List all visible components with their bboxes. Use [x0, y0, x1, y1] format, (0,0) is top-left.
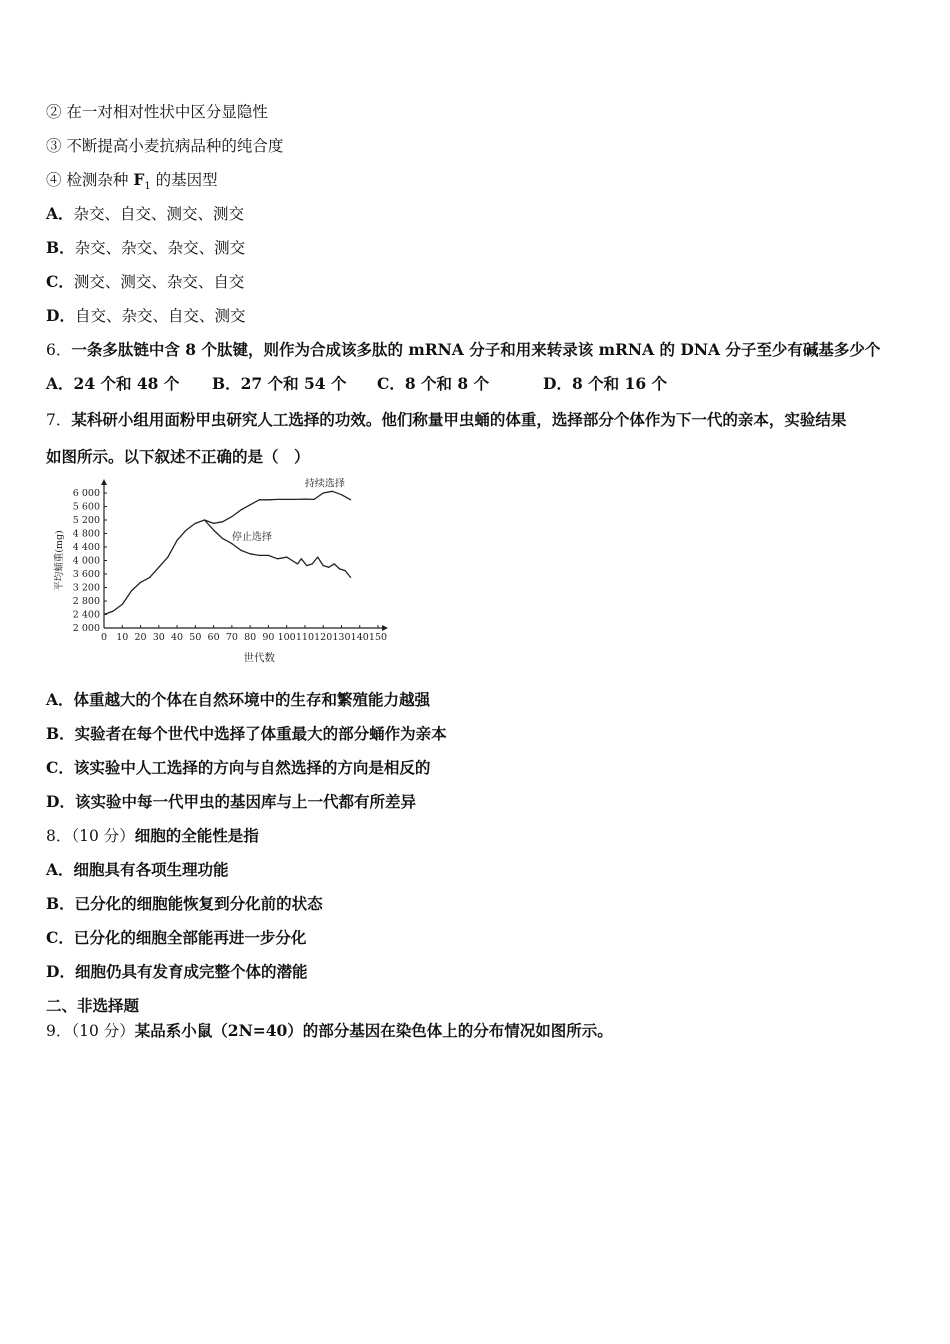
series-point-0: [268, 499, 269, 500]
series-point-0: [149, 577, 150, 578]
x-tick-label: 20: [134, 632, 147, 643]
y-tick-label: 5 600: [72, 501, 100, 513]
x-tick-label: 40: [171, 632, 184, 643]
x-axis-arrow: [382, 625, 388, 631]
x-axis-label: 世代数: [243, 652, 276, 664]
x-tick-label: 110: [295, 632, 315, 643]
series-line-0: [104, 491, 351, 614]
item-4-f: F: [133, 170, 145, 189]
q5-option-b[interactable]: [46, 238, 245, 258]
series-point-1: [312, 563, 313, 564]
series-point-1: [231, 543, 232, 544]
x-tick-label: 80: [244, 632, 257, 643]
series-point-1: [328, 567, 329, 568]
chart-labels: [53, 478, 387, 664]
series-point-1: [240, 550, 241, 551]
series-point-0: [222, 521, 223, 522]
y-tick-label: 2 400: [72, 609, 100, 621]
series-point-0: [277, 499, 278, 500]
q5-option-d[interactable]: [46, 306, 245, 326]
series-line-1: [205, 520, 351, 577]
q8-option-a[interactable]: [46, 860, 229, 880]
x-tick-label: 120: [314, 632, 333, 643]
item-3-text: ③ 不断提高小麦抗病品种的纯合度: [46, 137, 284, 155]
q8-option-d-text: 细胞仍具有发育成完整个体的潜能: [74, 962, 308, 981]
q8-option-b-label: B．: [46, 894, 75, 913]
y-tick-label: 4 800: [72, 528, 100, 540]
series-label-stopped: 停止选择: [231, 531, 272, 543]
weight-chart: [46, 478, 396, 668]
q9-number: 9．: [46, 1022, 72, 1040]
y-tick-label: 4 000: [72, 555, 100, 567]
series-point-1: [286, 557, 287, 558]
series-point-0: [323, 492, 324, 493]
q5-option-d-label: D．: [46, 306, 75, 325]
q6-stem: [46, 340, 880, 360]
q7-stem-line2: [46, 447, 310, 467]
x-tick-label: 30: [152, 632, 165, 643]
q6-option-a-label: A．: [46, 374, 74, 393]
series-point-0: [286, 499, 287, 500]
q8-option-b-text: 已分化的细胞能恢复到分化前的状态: [74, 894, 323, 913]
series-point-0: [350, 499, 351, 500]
q6-option-c-label: C．: [377, 374, 405, 393]
q6-number: 6．: [46, 341, 72, 359]
series-point-0: [341, 494, 342, 495]
q7-option-d-text: 该实验中每一代甲虫的基因库与上一代都有所差异: [74, 792, 416, 811]
y-tick-label: 3 600: [72, 569, 100, 580]
x-tick-label: 130: [332, 632, 351, 643]
q6-option-d[interactable]: [543, 374, 667, 394]
y-axis-arrow: [101, 479, 107, 485]
y-tick-label: 2 000: [72, 623, 100, 634]
q7-option-d[interactable]: [46, 792, 416, 812]
q8-option-d-label: D．: [46, 962, 75, 981]
q5-option-d-text: 自交、杂交、自交、测交: [74, 307, 246, 325]
q8-option-a-text: 细胞具有各项生理功能: [73, 860, 229, 879]
q6-option-b-text: 27 个和 54 个: [240, 374, 347, 393]
y-axis-label: 平均蛹重(mg): [54, 530, 65, 591]
series-point-1: [334, 563, 335, 564]
series-point-1: [345, 570, 346, 571]
q9-text: 某品系小鼠（2N=40）的部分基因在染色体上的分布情况如图所示。: [134, 1021, 613, 1040]
q6-option-c-text: 8 个和 8 个: [404, 374, 490, 393]
series-point-0: [231, 516, 232, 517]
q8-option-c-label: C．: [46, 928, 74, 947]
q5-option-c-text: 测交、测交、杂交、自交: [73, 273, 245, 291]
series-point-1: [301, 558, 302, 559]
x-tick-label: 70: [225, 632, 238, 643]
series-point-0: [113, 611, 114, 612]
q7-option-b-label: B．: [46, 724, 75, 743]
series-point-1: [250, 553, 251, 554]
series-point-0: [332, 491, 333, 492]
x-tick-label: 0: [100, 632, 108, 643]
series-point-0: [131, 590, 132, 591]
q7-text-line1: 某科研小组用面粉甲虫研究人工选择的功效。他们称量甲虫蛹的体重，选择部分个体作为下一代的亲本，实验结果: [71, 410, 847, 429]
series-point-1: [350, 577, 351, 578]
q7-option-c[interactable]: [46, 758, 430, 778]
series-point-0: [250, 504, 251, 505]
q9-score: （10 分）: [71, 1022, 135, 1040]
series-point-1: [259, 555, 260, 556]
q6-option-c[interactable]: [377, 374, 489, 394]
q7-stem-line1: [46, 410, 846, 430]
q8-option-c-text: 已分化的细胞全部能再进一步分化: [73, 928, 307, 947]
q8-score: （10 分）: [71, 827, 135, 845]
series-label-continued: 持续选择: [304, 478, 345, 490]
series-point-1: [323, 565, 324, 566]
q5-option-a[interactable]: [46, 204, 244, 224]
item-4: [46, 170, 218, 197]
q5-option-a-text: 杂交、自交、测交、测交: [73, 205, 245, 223]
q8-option-c[interactable]: [46, 928, 306, 948]
series-point-0: [122, 604, 123, 605]
series-point-0: [313, 499, 314, 500]
series-point-0: [213, 523, 214, 524]
x-tick-label: 10: [116, 632, 129, 643]
q7-option-a[interactable]: [46, 690, 430, 710]
q5-option-c[interactable]: [46, 272, 244, 292]
series-point-0: [295, 499, 296, 500]
series-point-1: [204, 519, 205, 520]
x-tick-label: 150: [368, 632, 388, 643]
series-point-1: [277, 558, 278, 559]
y-tick-label: 6 000: [72, 488, 100, 499]
item-2: [46, 102, 268, 122]
item-3: [46, 136, 283, 156]
q6-option-d-text: 8 个和 16 个: [571, 374, 667, 393]
q8-number: 8．: [46, 827, 72, 845]
q8-option-b[interactable]: [46, 894, 323, 914]
series-point-0: [176, 540, 177, 541]
series-point-0: [186, 530, 187, 531]
chart-series: [103, 491, 351, 615]
q7-option-b[interactable]: [46, 724, 447, 744]
q5-option-b-label: B．: [46, 238, 75, 257]
q8-option-a-label: A．: [46, 860, 74, 879]
series-point-1: [292, 560, 293, 561]
series-point-0: [304, 498, 305, 499]
q7-option-a-text: 体重越大的个体在自然环境中的生存和繁殖能力越强: [73, 690, 431, 709]
section-heading-text: 二、非选择题: [46, 996, 140, 1015]
q7-option-a-label: A．: [46, 690, 74, 709]
series-point-0: [103, 614, 104, 615]
series-point-1: [213, 530, 214, 531]
series-point-0: [158, 567, 159, 568]
series-point-0: [195, 523, 196, 524]
series-point-1: [306, 565, 307, 566]
q6-text: 一条多肽链中含 8 个肽键，则作为合成该多肽的 mRNA 分子和用来转录该 mRNA 的 DNA 分子至少有碱基多少个: [71, 340, 881, 359]
series-point-1: [317, 557, 318, 558]
q8-text: 细胞的全能性是指: [134, 826, 259, 845]
q7-option-c-label: C．: [46, 758, 74, 777]
q8-stem: [46, 826, 259, 846]
series-point-0: [167, 557, 168, 558]
q7-number: 7．: [46, 411, 72, 429]
q6-option-d-label: D．: [543, 374, 572, 393]
x-tick-label: 50: [189, 632, 202, 643]
q5-option-a-label: A．: [46, 204, 74, 223]
q7-text-line2: 如图所示。以下叙述不正确的是（ ）: [46, 447, 310, 466]
y-tick-label: 5 200: [72, 515, 100, 526]
series-point-1: [268, 555, 269, 556]
q6-option-b-label: B．: [212, 374, 241, 393]
chart-axes: [101, 479, 388, 631]
section-heading: [46, 996, 139, 1016]
q7-option-c-text: 该实验中人工选择的方向与自然选择的方向是相反的: [73, 758, 431, 777]
series-point-1: [297, 563, 298, 564]
series-point-0: [259, 499, 260, 500]
item-4-sub: 1: [144, 181, 151, 193]
series-point-0: [240, 509, 241, 510]
q7-option-d-label: D．: [46, 792, 75, 811]
item-4-pre: ④ 检测杂种: [46, 171, 134, 189]
x-tick-label: 100: [277, 632, 296, 643]
x-tick-label: 140: [350, 632, 369, 643]
q6-option-b[interactable]: [212, 374, 346, 394]
series-point-1: [222, 538, 223, 539]
y-tick-label: 2 800: [72, 596, 100, 607]
series-point-0: [140, 582, 141, 583]
q6-option-a[interactable]: [46, 374, 179, 394]
q7-option-b-text: 实验者在每个世代中选择了体重最大的部分蛹作为亲本: [74, 724, 447, 743]
q6-options: [46, 374, 906, 394]
q5-option-b-text: 杂交、杂交、杂交、测交: [74, 239, 246, 257]
item-2-text: ② 在一对相对性状中区分显隐性: [46, 103, 268, 121]
series-point-1: [339, 568, 340, 569]
item-4-post: 的基因型: [150, 171, 218, 189]
q9-stem: [46, 1021, 613, 1041]
x-tick-label: 60: [207, 632, 220, 643]
y-tick-label: 3 200: [72, 582, 100, 594]
q8-option-d[interactable]: [46, 962, 307, 982]
x-tick-label: 90: [262, 632, 275, 643]
q5-option-c-label: C．: [46, 272, 74, 291]
y-tick-label: 4 400: [72, 542, 100, 553]
q6-option-a-text: 24 个和 48 个: [73, 374, 180, 393]
